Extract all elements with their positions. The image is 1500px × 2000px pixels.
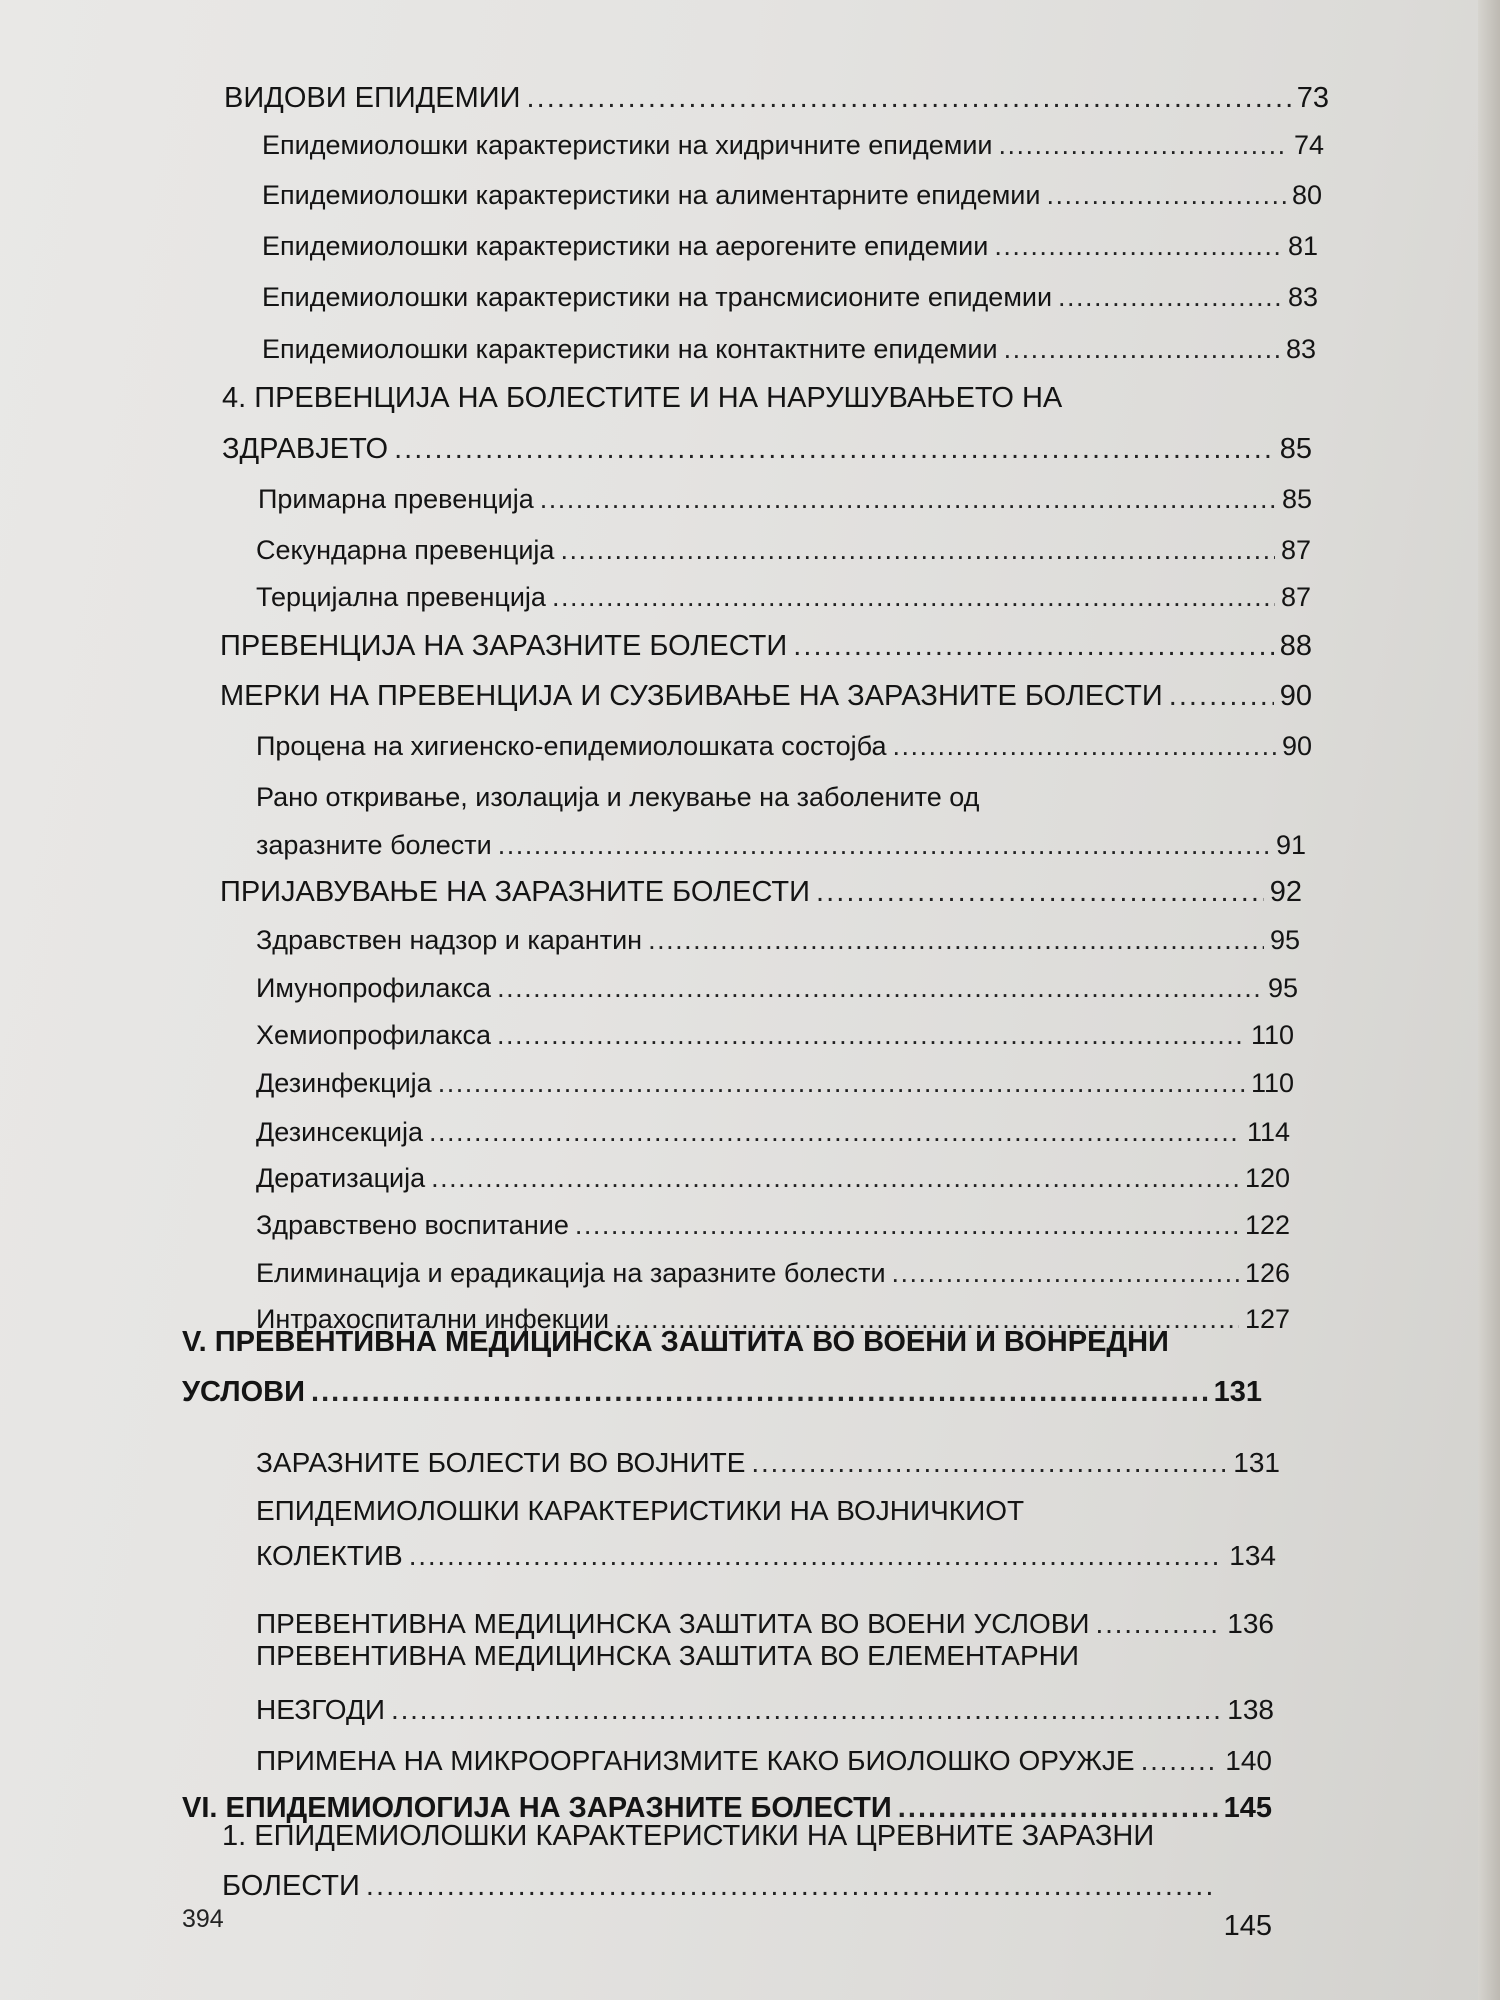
toc-entry — [256, 582, 1311, 613]
leader-dots — [366, 1870, 1218, 1903]
toc-page-number: 73 — [1296, 82, 1329, 114]
toc-entry — [256, 1117, 1290, 1148]
toc-page-number: 145 — [1223, 1792, 1272, 1824]
toc-entry — [262, 334, 1316, 365]
leader-dots — [431, 1163, 1239, 1194]
toc-entry-label: Интрахоспитални инфекции — [256, 1304, 610, 1334]
toc-entry — [262, 282, 1318, 313]
toc-entry-label: Епидемиолошки карактеристики на хидричните епидемии — [262, 130, 993, 160]
leader-dots — [497, 1020, 1245, 1051]
toc-page-number: 80 — [1291, 180, 1322, 210]
toc-entry-label: VI. ЕПИДЕМИОЛОГИЈА НА ЗАРАЗНИТЕ БОЛЕСТИ — [182, 1792, 892, 1824]
toc-page-number: 81 — [1287, 231, 1318, 261]
toc-entry-label: заразните болести — [256, 830, 492, 860]
toc-entry — [256, 830, 1306, 861]
toc-entry-label: ЗАРАЗНИТЕ БОЛЕСТИ ВО ВОЈНИТЕ — [256, 1447, 746, 1478]
toc-entry — [256, 1258, 1290, 1289]
toc-page-number: 85 — [1281, 484, 1312, 514]
toc-page-number: 88 — [1279, 630, 1312, 662]
toc-entry — [256, 925, 1300, 956]
leader-dots — [648, 925, 1264, 956]
toc-entry-heading-line: 4. ПРЕВЕНЦИЈА НА БОЛЕСТИТЕ И НА НАРУШУВАЊЕТО НА — [222, 382, 1063, 414]
toc-page-number: 90 — [1281, 731, 1312, 761]
toc-entry-label: Епидемиолошки карактеристики на аерогените епидемии — [262, 231, 989, 261]
toc-entry — [256, 535, 1311, 566]
toc-entry-label: МЕРКИ НА ПРЕВЕНЦИЈА И СУЗБИВАЊЕ НА ЗАРАЗНИТЕ БОЛЕСТИ — [220, 680, 1163, 712]
leader-dots — [438, 1068, 1245, 1099]
toc-entry-label: ЗДРАВЈЕТО — [222, 433, 389, 465]
toc-entry — [256, 973, 1298, 1004]
toc-page-number: 95 — [1269, 925, 1300, 955]
toc-entry — [256, 1020, 1294, 1051]
leader-dots — [429, 1117, 1241, 1148]
leader-dots — [1004, 334, 1280, 365]
leader-dots — [816, 876, 1264, 909]
leader-dots — [1169, 680, 1274, 713]
leader-dots — [893, 731, 1276, 762]
toc-entry — [222, 1870, 1272, 1942]
toc-page-number: 136 — [1227, 1608, 1274, 1639]
toc-page-number: 95 — [1267, 973, 1298, 1003]
leader-dots — [540, 484, 1276, 515]
toc-entry-label: Дезинфекција — [256, 1068, 432, 1098]
toc-entry-label: Дезинсекција — [256, 1117, 423, 1147]
toc-entry — [220, 876, 1302, 909]
toc-entry — [258, 484, 1312, 515]
toc-entry — [262, 180, 1322, 211]
toc-page-number: 131 — [1233, 1447, 1280, 1478]
toc-page-number: 131 — [1213, 1376, 1262, 1408]
leader-dots — [793, 630, 1273, 663]
toc-page-number: 120 — [1244, 1163, 1290, 1193]
toc-entry — [256, 1745, 1272, 1777]
page-number: 394 — [182, 1905, 224, 1933]
toc-page-number: 91 — [1275, 830, 1306, 860]
toc-entry-label: Епидемиолошки карактеристики на контактните епидемии — [262, 334, 998, 364]
toc-page-number: 83 — [1287, 282, 1318, 312]
toc-page-number: 127 — [1244, 1304, 1290, 1334]
toc-page-number: 87 — [1280, 535, 1311, 565]
toc-entry-label: Имунопрофилакса — [256, 973, 492, 1003]
toc-entry-label: Примарна превенција — [258, 484, 534, 514]
toc-entry-label: ПРИМЕНА НА МИКРООРГАНИЗМИТЕ КАКО БИОЛОШКО ОРУЖЈЕ — [256, 1745, 1135, 1776]
leader-dots — [527, 82, 1291, 115]
leader-dots — [994, 231, 1282, 262]
toc-page-number: 122 — [1244, 1210, 1290, 1240]
toc-entry — [256, 1163, 1290, 1194]
leader-dots — [1046, 180, 1286, 211]
toc-entry — [256, 731, 1312, 762]
toc-entry-heading-line: ЕПИДЕМИОЛОШКИ КАРАКТЕРИСТИКИ НА ВОЈНИЧКИОТ — [256, 1495, 1025, 1526]
toc-entry-label: УСЛОВИ — [182, 1376, 305, 1408]
toc-page-number: 90 — [1279, 680, 1312, 712]
leader-dots — [497, 973, 1262, 1004]
leader-dots — [999, 130, 1288, 161]
toc-entry-label: Дератизација — [256, 1163, 426, 1193]
toc-entry — [256, 1068, 1294, 1099]
toc-entry-label: Здравствен надзор и карантин — [256, 925, 643, 955]
leader-dots — [892, 1258, 1239, 1289]
leader-dots — [391, 1694, 1221, 1726]
toc-page-number: 110 — [1250, 1068, 1294, 1098]
toc-entry-label: Епидемиолошки карактеристики на алиментарните епидемии — [262, 180, 1041, 210]
leader-dots — [409, 1540, 1224, 1572]
leader-dots — [1141, 1745, 1220, 1777]
toc-entry-label: БОЛЕСТИ — [222, 1870, 360, 1902]
toc-entry-label: ПРЕВЕНТИВНА МЕДИЦИНСКА ЗАШТИТА ВО ВОЕНИ УСЛОВИ — [256, 1608, 1090, 1639]
toc-entry-label: ВИДОВИ ЕПИДЕМИИ — [224, 82, 521, 114]
toc-page-number: 145 — [1223, 1910, 1272, 1942]
toc-entry-heading-line: V. ПРЕВЕНТИВНА МЕДИЦИНСКА ЗАШТИТА ВО ВОЕНИ И ВОНРЕДНИ — [182, 1326, 1169, 1358]
leader-dots — [575, 1210, 1239, 1241]
toc-page-number: 74 — [1293, 130, 1324, 160]
leader-dots — [498, 830, 1270, 861]
toc-entry — [256, 1210, 1290, 1241]
toc-page-number: 87 — [1280, 582, 1311, 612]
toc-page-number: 134 — [1229, 1540, 1276, 1571]
toc-page-number: 92 — [1269, 876, 1302, 908]
toc-entry-label: КОЛЕКТИВ — [256, 1540, 403, 1571]
toc-entry — [220, 680, 1312, 713]
toc-entry — [262, 231, 1318, 262]
toc-entry-heading-line: 1. ЕПИДЕМИОЛОШКИ КАРАКТЕРИСТИКИ НА ЦРЕВНИТЕ ЗАРАЗНИ — [222, 1820, 1155, 1852]
toc-page-number: 85 — [1279, 433, 1312, 465]
toc-entry — [262, 130, 1324, 161]
toc-page-number: 83 — [1285, 334, 1316, 364]
toc-entry-label: Секундарна превенција — [256, 535, 555, 565]
toc-entry — [256, 1694, 1274, 1726]
toc-entry-label: Хемиопрофилакса — [256, 1020, 492, 1050]
toc-entry-label: ПРИЈАВУВАЊЕ НА ЗАРАЗНИТЕ БОЛЕСТИ — [220, 876, 810, 908]
toc-entry — [256, 1447, 1280, 1479]
toc-entry-label: ПРЕВЕНЦИЈА НА ЗАРАЗНИТЕ БОЛЕСТИ — [220, 630, 788, 662]
leader-dots — [751, 1447, 1227, 1479]
toc-entry-label: Здравствено воспитание — [256, 1210, 569, 1240]
toc-entry-heading-line: Рано откривање, изолација и лекување на заболените од — [256, 782, 980, 812]
toc-entry — [182, 1376, 1262, 1409]
toc-entry — [224, 82, 1329, 115]
toc-entry — [256, 1540, 1276, 1572]
leader-dots — [552, 582, 1275, 613]
toc-entry — [220, 630, 1312, 663]
leader-dots — [560, 535, 1275, 566]
leader-dots — [311, 1376, 1208, 1409]
toc-entry — [222, 433, 1312, 466]
toc-entry-label: Елиминација и ерадикација на заразните болести — [256, 1258, 886, 1288]
leader-dots — [1096, 1608, 1222, 1640]
toc-entry-label: Процена на хигиенско-епидемиолошката состојба — [256, 731, 887, 761]
toc-entry-heading-line: ПРЕВЕНТИВНА МЕДИЦИНСКА ЗАШТИТА ВО ЕЛЕМЕНТАРНИ — [256, 1640, 1079, 1671]
toc-entry-label: НЕЗГОДИ — [256, 1694, 386, 1725]
toc-page-number: 114 — [1246, 1117, 1290, 1147]
toc-entry-label: Епидемиолошки карактеристики на трансмисионите епидемии — [262, 282, 1053, 312]
leader-dots — [394, 433, 1274, 466]
toc-page-number: 138 — [1227, 1694, 1274, 1725]
leader-dots — [1058, 282, 1282, 313]
toc-page-number: 126 — [1244, 1258, 1290, 1288]
toc-entry — [256, 1608, 1274, 1640]
toc-entry-label: Терцијална превенција — [256, 582, 546, 612]
toc-page-number: 140 — [1225, 1745, 1272, 1776]
toc-page-number: 110 — [1250, 1020, 1294, 1050]
